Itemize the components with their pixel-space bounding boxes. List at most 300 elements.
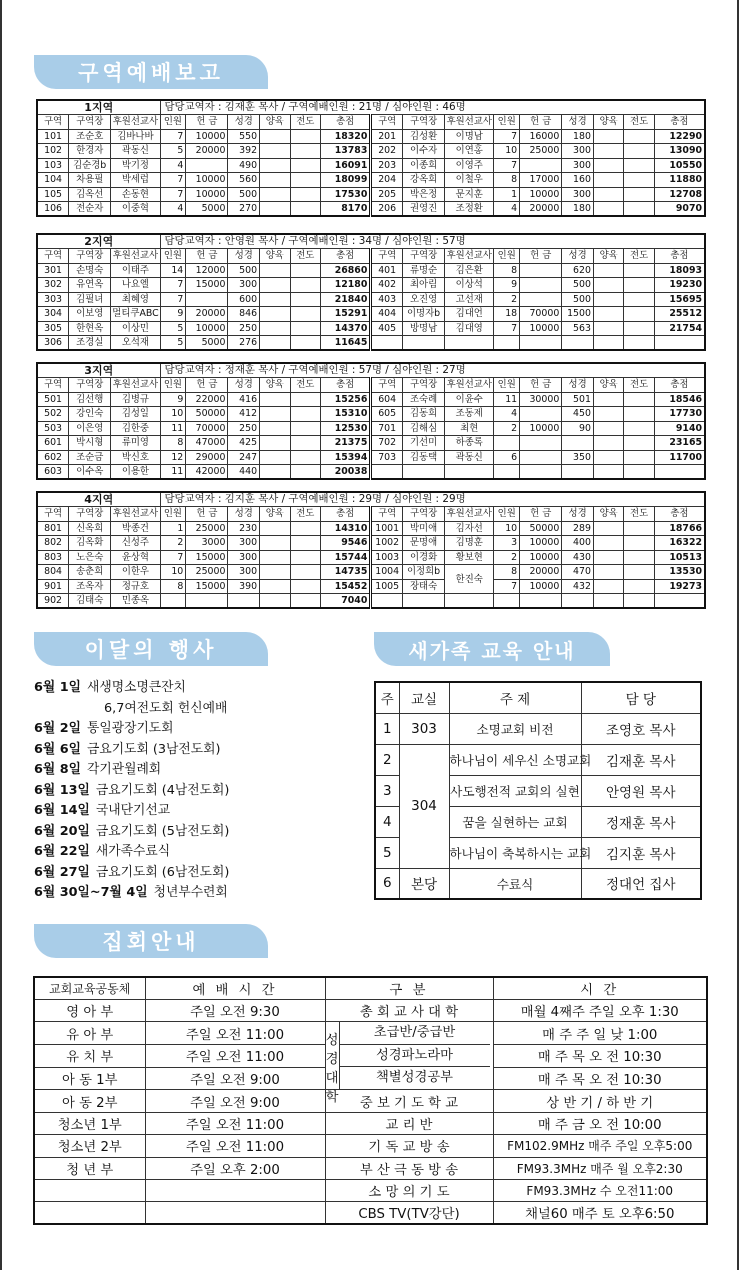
table-cell: 7	[160, 173, 186, 188]
column-header: 후원선교사	[446, 379, 492, 391]
table-cell: 10000	[186, 187, 228, 202]
table-cell: 이수자	[402, 144, 444, 159]
table-cell	[624, 421, 654, 436]
table-cell: 47000	[186, 436, 228, 451]
table-row	[37, 550, 705, 565]
table-cell: 조동제	[445, 407, 494, 422]
meetings-dept: 유 아 부	[34, 1022, 145, 1045]
table-cell	[494, 594, 520, 609]
meetings-category: 성경파노라마	[340, 1045, 490, 1067]
table-cell: 601	[37, 436, 69, 451]
table-cell	[654, 594, 705, 609]
table-cell: 5000	[186, 202, 228, 217]
table-cell: 조순금	[69, 450, 111, 465]
table-cell: 오진영	[402, 292, 444, 307]
meetings-time: 상 반 기 / 하 반 기	[493, 1090, 707, 1112]
table-cell: 16322	[654, 536, 705, 551]
district-header-row	[37, 115, 705, 130]
table-cell: 17530	[320, 187, 370, 202]
table-cell: 276	[228, 336, 260, 351]
district-1-table	[36, 99, 706, 217]
column-header: 성경	[562, 507, 594, 522]
table-row	[37, 292, 705, 307]
table-cell: 곽동신	[111, 144, 160, 159]
table-cell: 230	[228, 521, 260, 536]
table-cell: 401	[371, 263, 403, 278]
table-cell: 김옥화	[69, 536, 111, 551]
table-cell: 12180	[320, 278, 370, 293]
table-cell: 270	[228, 202, 260, 217]
column-header: 성경	[562, 249, 594, 264]
edu-topic: 하나님이 축복하시는 교회	[449, 837, 581, 868]
table-cell	[624, 173, 654, 188]
table-cell	[624, 521, 654, 536]
table-cell	[520, 436, 562, 451]
table-cell: 23165	[654, 436, 705, 451]
table-cell	[520, 263, 562, 278]
table-cell: 19230	[654, 278, 705, 293]
table-cell: 이철우	[445, 173, 494, 188]
meetings-header: 교회교육공동체	[34, 977, 145, 999]
table-cell: 류명순	[402, 263, 444, 278]
edu-leader: 김재훈 목사	[581, 744, 701, 775]
table-cell	[402, 465, 444, 480]
table-cell: 15310	[320, 407, 370, 422]
table-cell: 300	[562, 187, 594, 202]
column-header: 총점	[320, 249, 370, 264]
table-cell	[624, 278, 654, 293]
event-item	[34, 781, 229, 802]
table-cell: 최혜영	[111, 292, 160, 307]
edu-topic: 사도행전적 교회의 실현	[449, 775, 581, 806]
meetings-time: FM93.3MHz 매주 월 오후2:30	[493, 1157, 707, 1179]
edu-table	[374, 681, 702, 900]
table-cell	[228, 594, 260, 609]
table-cell: 300	[562, 144, 594, 159]
table-cell	[371, 594, 403, 609]
table-cell: 550	[228, 129, 260, 144]
table-cell: 7040	[320, 594, 370, 609]
table-cell	[260, 321, 290, 336]
table-cell: 9140	[654, 421, 705, 436]
event-date: 6월 27일	[34, 864, 90, 880]
table-cell: 7	[494, 129, 520, 144]
table-cell: 김필녀	[69, 292, 111, 307]
column-header: 양육	[260, 378, 290, 393]
table-cell: 432	[562, 579, 594, 594]
table-cell: 10	[160, 565, 186, 580]
table-cell	[290, 336, 320, 351]
table-cell: 500	[228, 187, 260, 202]
table-cell	[371, 465, 403, 480]
district-header-row	[37, 507, 705, 522]
edu-topic: 꿈을 실현하는 교회	[449, 806, 581, 837]
table-cell	[445, 594, 494, 609]
column-header: 구역	[371, 249, 403, 264]
meetings-dept: 청 년 부	[34, 1157, 145, 1179]
table-cell: 최현	[445, 421, 494, 436]
table-cell: 7	[494, 321, 520, 336]
table-cell	[520, 450, 562, 465]
table-cell: 차용필	[69, 173, 111, 188]
column-header: 성경	[228, 378, 260, 393]
table-cell: 15394	[320, 450, 370, 465]
table-cell: 10000	[186, 321, 228, 336]
table-cell: 25000	[186, 565, 228, 580]
event-text: 금요기도회 (3남전도회)	[87, 741, 221, 757]
table-cell: 300	[562, 158, 594, 173]
table-cell: 500	[562, 278, 594, 293]
table-row	[37, 450, 705, 465]
column-header: 후원선교사	[112, 379, 159, 391]
district-name-row	[37, 363, 705, 378]
event-text: 통일광장기도회	[87, 721, 174, 736]
table-cell: 고선재	[445, 292, 494, 307]
district-name: 1지역	[37, 100, 160, 115]
table-cell	[260, 307, 290, 322]
event-item	[34, 842, 229, 863]
table-cell: 권영진	[402, 202, 444, 217]
event-date: 6월 1일	[34, 680, 81, 695]
event-date: 6월 8일	[34, 762, 81, 777]
table-cell	[624, 158, 654, 173]
table-cell: 곽동신	[445, 450, 494, 465]
table-cell: 10000	[520, 321, 562, 336]
column-header: 구역장	[402, 507, 444, 522]
table-cell: 392	[228, 144, 260, 159]
meetings-row	[34, 1022, 707, 1045]
table-cell: 박종건	[111, 521, 160, 536]
district-name-row	[37, 234, 705, 249]
table-cell: 90	[562, 421, 594, 436]
table-cell: 10000	[186, 173, 228, 188]
table-cell: 14735	[320, 565, 370, 580]
table-cell	[290, 292, 320, 307]
table-cell	[260, 407, 290, 422]
table-cell	[624, 465, 654, 480]
table-cell: 12000	[186, 263, 228, 278]
table-cell: 501	[37, 392, 69, 407]
table-cell: 203	[371, 158, 403, 173]
meetings-category: 책별성경공부	[375, 1070, 454, 1086]
table-cell: 이수옥	[69, 465, 111, 480]
meetings-category: 총 회 교 사 대 학	[325, 999, 493, 1021]
table-cell: 180	[562, 129, 594, 144]
table-cell	[593, 278, 623, 293]
events-section-title: 이달의 행사	[34, 632, 268, 666]
event-text: 국내단기선교	[95, 803, 171, 818]
table-cell: 450	[562, 407, 594, 422]
column-header: 성경	[228, 115, 260, 130]
table-cell: 563	[562, 321, 594, 336]
table-cell: 김병규	[111, 392, 160, 407]
table-cell: 이정희b	[402, 565, 444, 580]
table-cell	[260, 421, 290, 436]
meetings-row	[34, 1202, 707, 1224]
table-cell	[520, 465, 562, 480]
table-row	[37, 173, 705, 188]
meetings-worship: 주일 오전 11:00	[145, 1045, 325, 1068]
table-cell: 902	[37, 594, 69, 609]
column-header: 전도	[290, 249, 320, 264]
district-name-row	[37, 100, 705, 115]
event-date: 6월 6일	[34, 741, 81, 757]
table-cell: 416	[228, 392, 260, 407]
table-cell	[445, 336, 494, 351]
column-header: 양육	[260, 115, 290, 130]
district-info: 담당교역자 : 김재훈 목사 / 구역예배인원 : 21명 / 심야인원 : 46명	[160, 100, 705, 115]
edu-header-row	[375, 682, 701, 713]
table-cell: 박시형	[69, 436, 111, 451]
table-cell: 26860	[320, 263, 370, 278]
table-cell: 10000	[186, 129, 228, 144]
table-cell: 250	[228, 321, 260, 336]
district-3-table	[36, 362, 706, 480]
meetings-dept	[34, 1180, 145, 1202]
table-cell: 103	[37, 158, 69, 173]
column-header: 구역장	[402, 378, 444, 393]
meetings-category: 부 산 극 동 방 송	[325, 1157, 493, 1179]
column-header: 구역장	[402, 249, 444, 264]
table-cell: 15000	[186, 579, 228, 594]
column-header: 성경	[562, 378, 594, 393]
table-cell	[290, 187, 320, 202]
table-cell: 17000	[520, 173, 562, 188]
table-cell: 102	[37, 144, 69, 159]
edu-leader: 안영원 목사	[581, 775, 701, 806]
table-cell	[290, 307, 320, 322]
table-cell	[593, 536, 623, 551]
table-row	[37, 536, 705, 551]
column-header: 인원	[494, 249, 520, 264]
table-cell: 2	[494, 292, 520, 307]
table-cell: 8170	[320, 202, 370, 217]
table-row	[37, 144, 705, 159]
column-header: 구역	[371, 115, 403, 130]
table-cell: 7	[160, 187, 186, 202]
table-cell: 301	[37, 263, 69, 278]
column-header: 양육	[593, 378, 623, 393]
meetings-worship	[145, 1180, 325, 1202]
table-cell	[624, 594, 654, 609]
table-cell: 13090	[654, 144, 705, 159]
meetings-time: FM102.9MHz 매주 주일 오후5:00	[493, 1135, 707, 1157]
edu-header: 주 제	[449, 682, 581, 713]
table-cell: 1	[160, 521, 186, 536]
table-cell: 장태숙	[402, 579, 444, 594]
table-cell: 강옥희	[402, 173, 444, 188]
edu-week: 1	[375, 713, 399, 744]
table-cell: 13530	[654, 565, 705, 580]
meetings-row	[34, 999, 707, 1021]
table-row	[37, 321, 705, 336]
table-cell	[593, 307, 623, 322]
table-cell: 이종희	[402, 158, 444, 173]
event-item	[34, 801, 229, 822]
bible-college-classes	[340, 1022, 490, 1089]
table-cell: 4	[160, 158, 186, 173]
table-cell: 201	[371, 129, 403, 144]
table-cell: 8	[494, 263, 520, 278]
table-cell	[562, 436, 594, 451]
column-header: 인원	[494, 115, 520, 130]
edu-week: 4	[375, 806, 399, 837]
table-cell	[593, 187, 623, 202]
column-header: 양육	[260, 507, 290, 522]
column-header: 구역	[371, 507, 403, 522]
event-item	[34, 760, 229, 781]
table-cell: 조옥자	[69, 579, 111, 594]
table-cell: 조경실	[69, 336, 111, 351]
table-cell: 101	[37, 129, 69, 144]
column-header: 인원	[160, 507, 186, 522]
column-header: 성경	[228, 507, 260, 522]
table-cell: 15744	[320, 550, 370, 565]
table-row	[37, 421, 705, 436]
edu-room: 303	[399, 713, 449, 744]
table-cell	[624, 307, 654, 322]
table-cell	[260, 263, 290, 278]
table-cell: 105	[37, 187, 69, 202]
table-cell: 이은영	[69, 421, 111, 436]
table-cell	[562, 465, 594, 480]
table-cell: 1	[494, 187, 520, 202]
column-header: 구역장	[69, 249, 111, 264]
column-header: 후원선교사	[112, 116, 159, 128]
table-cell	[260, 129, 290, 144]
table-cell: 강인숙	[69, 407, 111, 422]
column-header: 후원선교사	[446, 508, 492, 520]
table-cell: 11	[494, 392, 520, 407]
table-cell	[624, 536, 654, 551]
meetings-time: 매월 4째주 주일 오후 1:30	[493, 999, 707, 1021]
meetings-worship: 주일 오전 11:00	[145, 1135, 325, 1157]
table-cell: 5	[160, 321, 186, 336]
table-cell: 박은정	[402, 187, 444, 202]
table-cell	[290, 536, 320, 551]
table-cell: 김순경b	[69, 158, 111, 173]
table-cell: 70000	[520, 307, 562, 322]
meetings-time: FM93.3MHz 수 오전11:00	[493, 1180, 707, 1202]
table-cell	[593, 129, 623, 144]
table-cell: 19273	[654, 579, 705, 594]
table-cell: 20000	[520, 565, 562, 580]
meetings-time: 매 주 목 오 전 10:30	[493, 1045, 707, 1068]
table-cell: 16091	[320, 158, 370, 173]
table-cell: 윤상혁	[111, 550, 160, 565]
table-cell: 6	[494, 450, 520, 465]
table-cell	[260, 278, 290, 293]
table-cell: 50000	[520, 521, 562, 536]
table-cell: 390	[228, 579, 260, 594]
table-cell: 405	[371, 321, 403, 336]
table-cell: 류미영	[111, 436, 160, 451]
event-item	[34, 822, 229, 843]
table-cell	[593, 421, 623, 436]
table-cell	[290, 278, 320, 293]
table-cell: 403	[371, 292, 403, 307]
meetings-category: CBS TV(TV강단)	[325, 1202, 493, 1224]
table-cell	[593, 202, 623, 217]
edu-week: 3	[375, 775, 399, 806]
table-cell: 손동현	[111, 187, 160, 202]
table-cell	[624, 263, 654, 278]
table-cell: 11	[160, 421, 186, 436]
table-cell: 18	[494, 307, 520, 322]
table-cell: 205	[371, 187, 403, 202]
table-cell: 470	[562, 565, 594, 580]
table-cell: 289	[562, 521, 594, 536]
edu-row	[375, 713, 701, 744]
table-cell: 801	[37, 521, 69, 536]
column-header: 성경	[562, 115, 594, 130]
event-date: 6월 2일	[34, 721, 81, 736]
table-cell: 15256	[320, 392, 370, 407]
table-cell: 2	[160, 536, 186, 551]
table-cell: 손명숙	[69, 263, 111, 278]
column-header: 인원	[494, 507, 520, 522]
event-item	[34, 719, 229, 740]
table-cell	[520, 407, 562, 422]
table-cell: 16000	[520, 129, 562, 144]
table-cell	[593, 263, 623, 278]
table-cell: 25512	[654, 307, 705, 322]
table-row	[37, 579, 705, 594]
table-cell: 최아림	[402, 278, 444, 293]
table-cell	[260, 579, 290, 594]
column-header: 헌 금	[520, 115, 562, 130]
table-cell: 15000	[186, 278, 228, 293]
table-cell: 14370	[320, 321, 370, 336]
table-cell	[593, 158, 623, 173]
column-header: 헌 금	[520, 507, 562, 522]
table-cell	[593, 579, 623, 594]
meetings-worship: 주일 오전 11:00	[145, 1022, 325, 1045]
table-cell	[520, 292, 562, 307]
table-cell: 15695	[654, 292, 705, 307]
meetings-section-title: 집회안내	[34, 924, 268, 958]
table-cell: 문지훈	[445, 187, 494, 202]
table-cell: 17730	[654, 407, 705, 422]
table-cell: 하종록	[445, 436, 494, 451]
column-header: 구역장	[402, 115, 444, 130]
column-header: 구역	[37, 378, 69, 393]
table-cell: 방명남	[402, 321, 444, 336]
table-cell	[624, 550, 654, 565]
table-cell	[290, 436, 320, 451]
table-cell	[260, 521, 290, 536]
meetings-category: 초급반/중급반	[340, 1022, 490, 1044]
table-cell: 701	[371, 421, 403, 436]
table-cell: 문명애	[402, 536, 444, 551]
table-cell	[260, 594, 290, 609]
column-header: 총점	[654, 378, 705, 393]
edu-week: 6	[375, 868, 399, 899]
table-cell	[593, 450, 623, 465]
table-cell: 2	[494, 421, 520, 436]
table-cell: 703	[371, 450, 403, 465]
table-cell: 10000	[520, 536, 562, 551]
table-row	[37, 521, 705, 536]
meetings-row	[34, 1090, 707, 1112]
table-cell: 8	[494, 565, 520, 580]
table-cell	[186, 594, 228, 609]
table-cell	[562, 594, 594, 609]
column-header: 인원	[160, 115, 186, 130]
district-info: 담당교역자 : 김지훈 목사 / 구역예배인원 : 29명 / 심야인원 : 29명	[160, 492, 705, 507]
table-cell	[624, 144, 654, 159]
table-cell: 430	[562, 550, 594, 565]
